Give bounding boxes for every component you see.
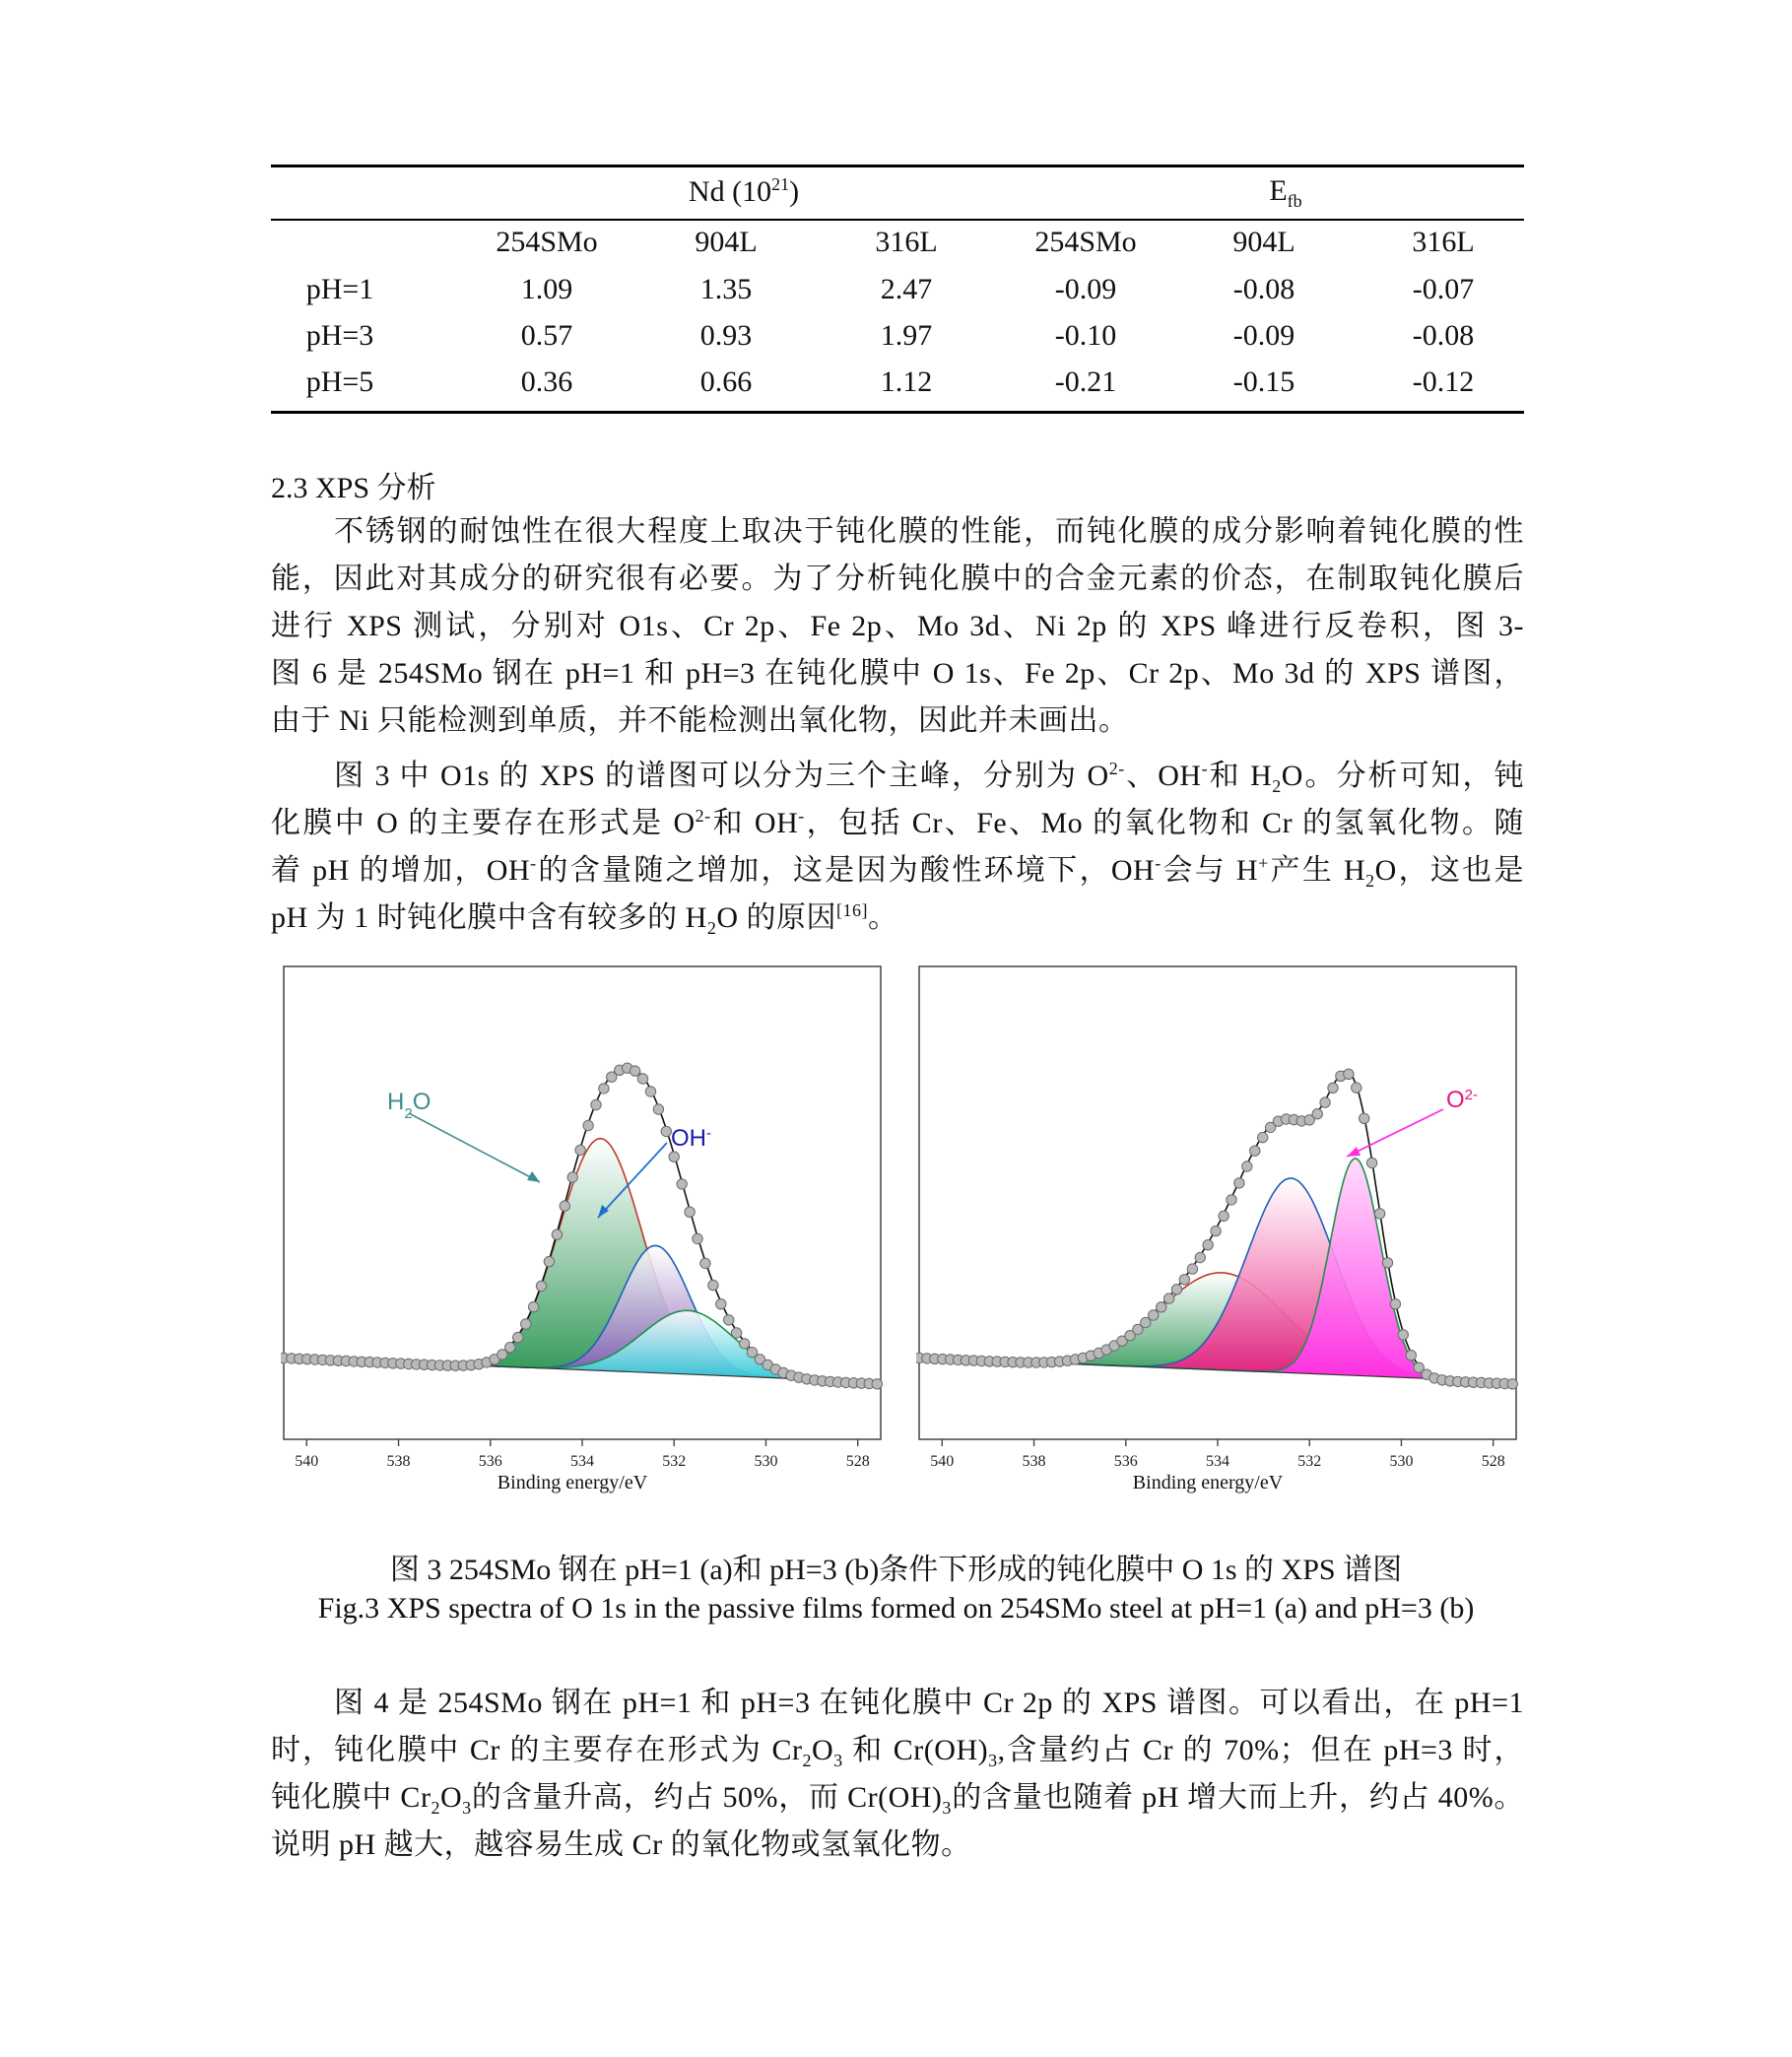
data-point <box>1227 1195 1236 1205</box>
data-point <box>653 1104 663 1114</box>
data-point <box>637 1074 647 1084</box>
col-header: 254SMo <box>1034 226 1137 258</box>
text-line: 进行 XPS 测试，分别对 O1s、Cr 2p、Fe 2p、Mo 3d、Ni 2p 的 XPS 峰进行反卷积，图 3- <box>271 610 1524 642</box>
x-tick-label: 536 <box>1113 1453 1138 1470</box>
data-point <box>1171 1285 1181 1294</box>
col-header: 904L <box>1232 226 1295 258</box>
peak-fill-h2o <box>284 1139 881 1382</box>
data-point <box>669 1152 679 1161</box>
text-line: 图 6 是 254SMo 钢在 pH=1 和 pH=3 在钝化膜中 O 1s、Fe 2p、Cr 2p、Mo 3d 的 XPS 谱图， <box>271 657 1524 690</box>
data-point <box>567 1172 577 1182</box>
data-point <box>1382 1258 1392 1268</box>
data-point <box>1157 1302 1166 1312</box>
x-tick-label: 534 <box>1206 1453 1229 1470</box>
table-cell: -0.08 <box>1412 319 1475 352</box>
text-line: pH 为 1 时钝化膜中含有较多的 $H_2O$ 的原因[16]。 <box>271 900 898 938</box>
text-line: 着 pH 的增加，OH-的含量随之增加，这是因为酸性环境下，OH-会与 H+产生 $H_2O$，这也是 <box>271 853 1524 891</box>
col-header: 316L <box>1412 226 1475 258</box>
x-tick-label: 528 <box>845 1453 870 1470</box>
table-cell: 0.36 <box>520 365 573 398</box>
col-header: 904L <box>695 226 758 258</box>
table-cell: 0.57 <box>520 319 573 352</box>
data-point <box>645 1087 655 1096</box>
table-bottom-rule <box>271 411 1524 414</box>
data-point <box>505 1343 515 1353</box>
xps-chart-a <box>281 963 892 1505</box>
data-point <box>1141 1317 1151 1327</box>
o2-arrowhead <box>1347 1147 1361 1157</box>
table-cell: -0.09 <box>1232 319 1295 352</box>
data-point <box>708 1280 718 1290</box>
table-cell: 2.47 <box>880 273 933 305</box>
data-point <box>544 1256 554 1266</box>
text-line: 化膜中 O 的主要存在形式是 $O^{2-}$和 OH-，包括 Cr、Fe、Mo 的氧化物和 Cr 的氢氧化物。随 <box>271 806 1524 839</box>
x-tick-label: 538 <box>1022 1453 1046 1470</box>
table-cell: -0.08 <box>1232 273 1295 305</box>
text-line: 不锈钢的耐蚀性在很大程度上取决于钝化膜的性能，而钝化膜的成分影响着钝化膜的性 <box>334 515 1524 548</box>
data-point <box>677 1179 687 1189</box>
data-point <box>1374 1209 1384 1219</box>
table-cell: -0.10 <box>1054 319 1117 352</box>
x-tick-label: 532 <box>1297 1453 1322 1470</box>
table-group-header-row <box>271 174 1524 220</box>
data-point <box>552 1229 562 1239</box>
table-cell: -0.12 <box>1412 365 1475 398</box>
paragraph-o1s <box>271 745 1524 938</box>
data-point <box>1211 1226 1221 1235</box>
table-cell: 1.97 <box>880 319 933 352</box>
data-point <box>521 1319 531 1329</box>
col-header: 316L <box>875 226 938 258</box>
data-point <box>685 1207 695 1217</box>
x-tick-label: 528 <box>1481 1453 1505 1470</box>
text-line: 说明 pH 越大，越容易生成 Cr 的氧化物或氢氧化物。 <box>271 1828 971 1861</box>
data-point <box>1328 1083 1338 1093</box>
data-point <box>1179 1275 1189 1285</box>
table-cell: -0.07 <box>1412 273 1475 305</box>
data-point <box>1398 1330 1408 1340</box>
section-title: 2.3 XPS 分析 <box>271 472 436 504</box>
data-point <box>1390 1299 1400 1309</box>
xps-chart-b <box>916 963 1527 1505</box>
data-point <box>1242 1161 1252 1171</box>
text-line: 由于 Ni 只能检测到单质，并不能检测出氧化物，因此并未画出。 <box>271 704 1129 737</box>
x-tick-label: 536 <box>478 1453 502 1470</box>
group-header-efb: $E_{fb}$ <box>1269 174 1302 211</box>
col-header: 254SMo <box>496 226 598 258</box>
table-mid-rule <box>271 219 1524 221</box>
data-point <box>1163 1294 1173 1303</box>
table-column-header-row <box>271 226 1524 271</box>
table-cell: 0.93 <box>699 319 753 352</box>
table-cell: -0.21 <box>1054 365 1117 398</box>
table-cell: 1.09 <box>520 273 573 305</box>
x-axis-label: Binding energy/eV <box>1132 1472 1284 1493</box>
data-point <box>536 1281 546 1291</box>
x-tick-label: 530 <box>1389 1453 1414 1470</box>
text-line: 能，因此对其成分的研究很有必要。为了分析钝化膜中的合金元素的价态，在制取钝化膜后 <box>271 563 1524 595</box>
data-point <box>724 1315 734 1325</box>
o2-label: $O^{2-}$ <box>1446 1086 1479 1113</box>
data-point <box>630 1066 639 1076</box>
data-point <box>1312 1109 1322 1119</box>
h2o-arrow <box>409 1113 540 1182</box>
h2o-arrowhead <box>527 1171 540 1182</box>
figure-caption-en: Fig.3 XPS spectra of O 1s in the passive films formed on 254SMo steel at pH=1 (a) and pH=3 (b) <box>317 1592 1475 1625</box>
table-row <box>271 365 1524 411</box>
xps-chart-b-svg <box>916 963 1527 1505</box>
data-point <box>528 1301 538 1311</box>
data-point <box>693 1233 702 1243</box>
data-point <box>872 1379 882 1389</box>
data-point <box>583 1120 593 1130</box>
data-point <box>1250 1146 1260 1156</box>
table-cell: 0.66 <box>699 365 753 398</box>
data-point <box>1366 1158 1376 1167</box>
data-point <box>731 1328 741 1338</box>
data-point <box>716 1299 726 1309</box>
figure-caption-cn: 图 3 254SMo 钢在 pH=1 (a)和 pH=3 (b)条件下形成的钝化膜中 O 1s 的 XPS 谱图 <box>389 1554 1403 1586</box>
data-point <box>1344 1069 1354 1079</box>
x-tick-label: 534 <box>570 1453 594 1470</box>
x-axis-label: Binding energy/eV <box>497 1472 648 1493</box>
data-point <box>1406 1351 1416 1360</box>
data-point <box>575 1145 585 1155</box>
data-point <box>1360 1113 1369 1123</box>
data-point <box>1258 1132 1268 1142</box>
data-point <box>1187 1264 1197 1274</box>
data-point <box>1320 1097 1330 1107</box>
data-point <box>560 1201 569 1211</box>
table-cell: 1.35 <box>699 273 753 305</box>
data-point <box>1203 1240 1213 1250</box>
text-line: 钝化膜中 $Cr_2O_3$的含量升高，约占 50%，而 $Cr(OH)_3$的含量也随着 pH 增大而上升，约占 40%。 <box>271 1781 1525 1818</box>
table-cell: -0.09 <box>1054 273 1117 305</box>
data-point <box>700 1258 710 1268</box>
data-point <box>661 1126 671 1136</box>
table-row <box>271 273 1524 318</box>
table-top-rule <box>271 165 1524 167</box>
x-tick-label: 540 <box>930 1453 955 1470</box>
data-point <box>513 1332 523 1342</box>
paragraph-intro <box>271 508 1524 745</box>
table-row <box>271 319 1524 365</box>
data-point <box>1507 1379 1517 1389</box>
row-label: pH=5 <box>305 365 374 398</box>
data-point <box>1149 1310 1159 1320</box>
text-line: 时，钝化膜中 Cr 的主要存在形式为 $Cr_2O_3$ 和 $Cr(OH)_3$,含量约占 Cr 的 70%；但在 pH=3 时， <box>271 1734 1525 1770</box>
data-point <box>1234 1178 1244 1188</box>
data-point <box>591 1099 601 1109</box>
data-point <box>739 1339 749 1349</box>
table-cell: 1.12 <box>880 365 933 398</box>
data-point <box>599 1084 609 1094</box>
oh-label: OH- <box>671 1124 711 1152</box>
x-tick-label: 530 <box>754 1453 778 1470</box>
paragraph-cr2p <box>271 1680 1524 1869</box>
row-label: pH=1 <box>305 273 374 305</box>
data-point <box>1219 1211 1228 1221</box>
data-point <box>1195 1252 1205 1262</box>
x-tick-label: 540 <box>295 1453 319 1470</box>
row-label: pH=3 <box>305 319 374 352</box>
x-tick-label: 538 <box>386 1453 411 1470</box>
text-line: 图 3 中 O1s 的 XPS 的谱图可以分为三个主峰，分别为 $O^{2-}$、OH-和 $H_2O$。分析可知，钝 <box>334 759 1524 796</box>
data-point <box>1352 1083 1361 1093</box>
xps-chart-a-svg <box>281 963 892 1505</box>
x-tick-label: 532 <box>662 1453 687 1470</box>
table-cell: -0.15 <box>1232 365 1295 398</box>
group-header-nd: Nd $(10^{21})$ <box>688 174 800 208</box>
text-line: 图 4 是 254SMo 钢在 pH=1 和 pH=3 在钝化膜中 Cr 2p 的 XPS 谱图。可以看出，在 pH=1 <box>334 1687 1524 1719</box>
h2o-label: $H_2O$ <box>387 1089 431 1122</box>
